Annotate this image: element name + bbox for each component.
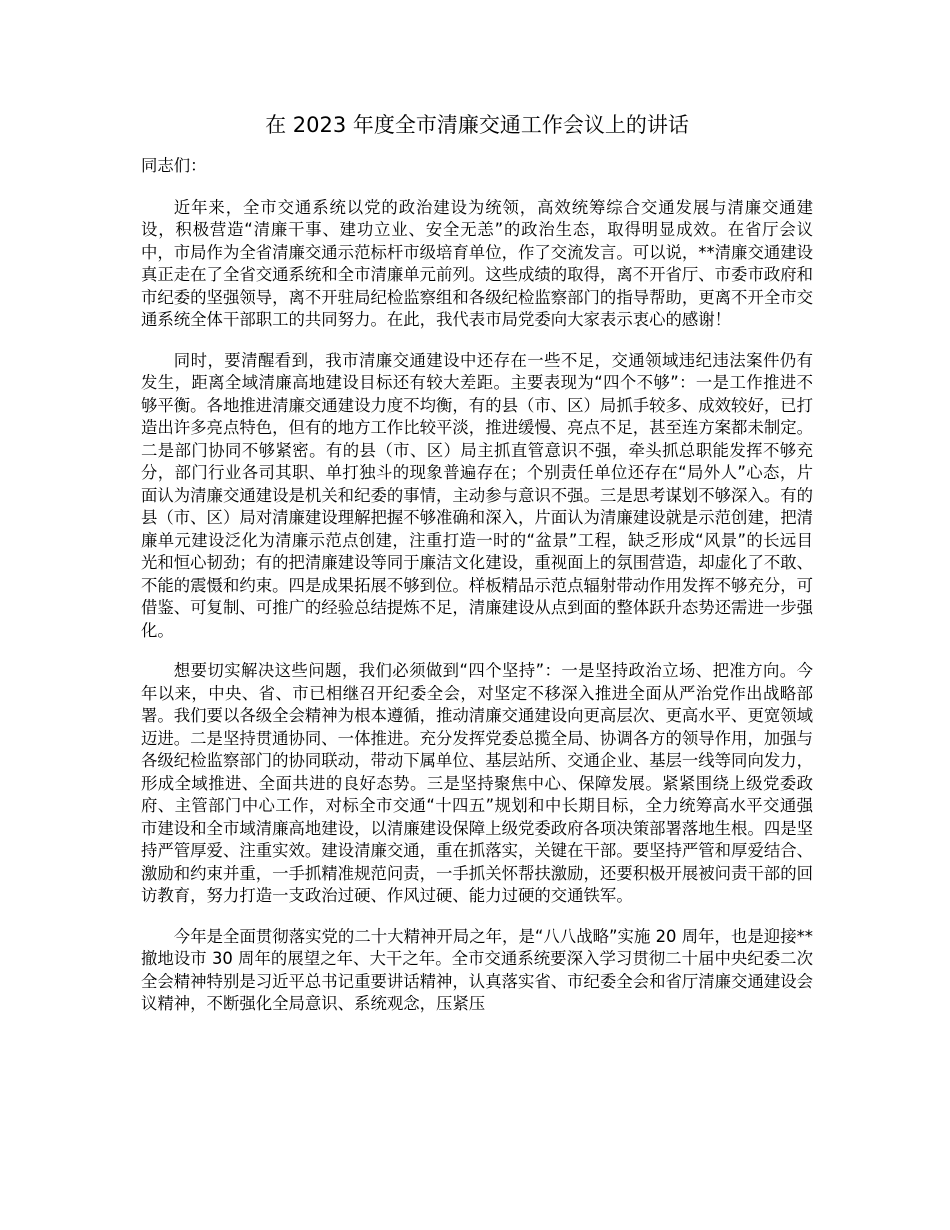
paragraph-1: 近年来，全市交通系统以党的政治建设为统领，高效统筹综合交通发展与清廉交通建设，积极营造“清廉干事、建功立业、安全无恙”的政治生态，取得明显成效。在省厅会议中，市局作为全省清廉交通示范标杆市级培育单位，作了交流发言。可以说，**清廉交通建设真正走在了全省交通系统和全市清廉单元前列。这些成绩的取得，离不开省厅、市委市政府和市纪委的坚强领导，离不开驻局纪检监察组和各级纪检监察部门的指导帮助，更离不开全市交通系统全体干部职工的共同努力。在此，我代表市局党委向大家表示衷心的感谢！ xyxy=(141,197,814,329)
document-page xyxy=(141,110,813,1034)
paragraph-3: 想要切实解决这些问题，我们必须做到“四个坚持”：一是坚持政治立场、把准方向。今年以来，中央、省、市已相继召开纪委全会，对坚定不移深入推进全面从严治党作出战略部署。我们要以各级全会精神为根本遵循，推动清廉交通建设向更高层次、更高水平、更宽领域迈进。二是坚持贯通协同、一体推进。充分发挥党委总揽全局、协调各方的领导作用，加强与各级纪检监察部门的协同联动，带动下属单位、基层站所、交通企业、基层一线等同向发力，形成全域推进、全面共进的良好态势。三是坚持聚焦中心、保障发展。紧紧围绕上级党委政府、主管部门中心工作，对标全市交通“十四五”规划和中长期目标，全力统筹高水平交通强市建设和全市域清廉高地建设，以清廉建设保障上级党委政府各项决策部署落地生根。四是坚持严管厚爱、注重实效。建设清廉交通，重在抓落实，关键在干部。要坚持严管和厚爱结合、激励和约束并重，一手抓精准规范问责，一手抓关怀帮扶激励，还要积极开展被问责干部的回访教育，努力打造一支政治过硬、作风过硬、能力过硬的交通铁军。 xyxy=(141,661,814,905)
paragraph-4: 今年是全面贯彻落实党的二十大精神开局之年，是“八八战略”实施 20 周年，也是迎接**撤地设市 30 周年的展望之年、大干之年。全市交通系统要深入学习贯彻二十届中央纪委二次全会精神特别是习近平总书记重要讲话精神，认真落实省、市纪委全会和省厅清廉交通建设会议精神，不断强化全局意识、系统观念，压紧压 xyxy=(141,926,814,1013)
salutation: 同志们： xyxy=(141,156,207,175)
document-title: 在 2023 年度全市清廉交通工作会议上的讲话 xyxy=(265,113,689,137)
paragraph-2: 同时，要清醒看到，我市清廉交通建设中还存在一些不足，交通领域违纪违法案件仍有发生，距离全域清廉高地建设目标还有较大差距。主要表现为“四个不够”：一是工作推进不够平衡。各地推进清廉交通建设力度不均衡，有的县（市、区）局抓手较多、成效较好，已打造出许多亮点特色，但有的地方工作比较平淡，推进缓慢、亮点不足，甚至连方案都未制定。二是部门协同不够紧密。有的县（市、区）局主抓直管意识不强，牵头抓总职能发挥不够充分，部门行业各司其职、单打独斗的现象普遍存在；个别责任单位还存在“局外人”心态，片面认为清廉交通建设是机关和纪委的事情，主动参与意识不强。三是思考谋划不够深入。有的县（市、区）局对清廉建设理解把握不够准确和深入，片面认为清廉建设就是示范创建，把清廉单元建设泛化为清廉示范点创建，注重打造一时的“盆景”工程，缺乏形成“风景”的长远目光和恒心韧劲；有的把清廉建设等同于廉洁文化建设，重视面上的氛围营造，却虚化了不敢、不能的震慑和约束。四是成果拓展不够到位。样板精品示范点辐射带动作用发挥不够充分，可借鉴、可复制、可推广的经验总结提炼不足，清廉建设从点到面的整体跃升态势还需进一步强化。 xyxy=(141,350,814,640)
